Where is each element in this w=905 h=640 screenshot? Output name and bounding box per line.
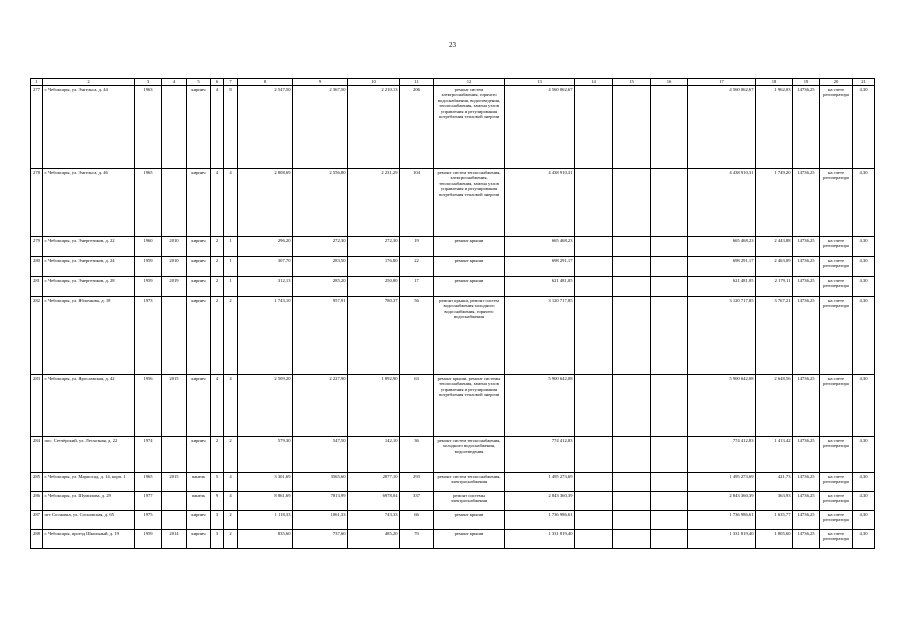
table-row (31, 529, 875, 548)
total-cost-cell: 1 331 819,40 (505, 529, 575, 548)
max-cost-cell: 14736,25 (793, 256, 820, 276)
total-cost-cell: 5 900 642,08 (505, 374, 575, 436)
fund-cell (575, 296, 613, 374)
total-area-cell: 1 743,10 (238, 296, 293, 374)
row-number: 278 (31, 168, 43, 236)
living-area-cell: 7813,99 (293, 491, 348, 510)
entrances-cell: 4 (224, 168, 238, 236)
deadline-cell: 4,30 (853, 276, 875, 296)
living-area-cell: 1061,33 (293, 510, 348, 529)
budget-cell (613, 491, 651, 510)
work-type-cell: ремонт крыши (434, 256, 505, 276)
year-repair-cell: 2015 (162, 374, 187, 436)
total-cost-cell: 621 481,05 (505, 276, 575, 296)
budget-cell (613, 256, 651, 276)
address-cell: г. Чебоксары, ул. Энергетиков, д. 24 (43, 256, 135, 276)
col-header: 19 (793, 79, 820, 86)
row-number: 287 (31, 510, 43, 529)
floors-cell: 2 (211, 256, 224, 276)
address-cell: г. Чебоксары, ул. Шумилова, д. 29 (43, 491, 135, 510)
table-row (31, 296, 875, 374)
owners-funds-cell: 621 481,05 (688, 276, 756, 296)
table-row (31, 510, 875, 529)
entrances-cell: 2 (224, 436, 238, 472)
total-cost-cell: 1 736 986,61 (505, 510, 575, 529)
row-number: 277 (31, 85, 43, 168)
funding-method-cell: на счете регоператора (820, 529, 853, 548)
floors-cell: 2 (211, 236, 224, 256)
deadline-cell: 4,30 (853, 510, 875, 529)
max-cost-cell: 14736,25 (793, 436, 820, 472)
budget-cell (613, 472, 651, 491)
residents-cell: 70 (400, 529, 434, 548)
col-header: 3 (135, 79, 162, 86)
owners-funds-cell: 698 291,17 (688, 256, 756, 276)
fund-cell (575, 374, 613, 436)
funding-method-cell: на счете регоператора (820, 168, 853, 236)
total-cost-cell: 1 495 273,69 (505, 472, 575, 491)
table-row (31, 491, 875, 510)
max-cost-cell: 14736,25 (793, 276, 820, 296)
owned-area-cell: 2 231,29 (348, 168, 400, 236)
wall-material-cell: кирпич (187, 276, 211, 296)
owned-area-cell: 2877,10 (348, 472, 400, 491)
unit-cost-cell: 2 179,11 (756, 276, 793, 296)
work-type-cell: ремонт систем теплоснабжения, холодного водоснабжения, водоотведения (434, 436, 505, 472)
owned-area-cell: 142,10 (348, 436, 400, 472)
fund-cell (575, 510, 613, 529)
residents-cell: 66 (400, 510, 434, 529)
deadline-cell: 4,30 (853, 374, 875, 436)
address-cell: г. Чебоксары, ул. Яблочкова, д. 18 (43, 296, 135, 374)
funding-method-cell: на счете регоператора (820, 472, 853, 491)
max-cost-cell: 14736,25 (793, 529, 820, 548)
budget-cell (613, 276, 651, 296)
fund-cell (575, 472, 613, 491)
work-type-cell: ремонт систем электроснабжения, горячего водоснабжения, водоотведения, теплоснабжения, замена узлов управления и регулирования потребления тепловой энергии (434, 85, 505, 168)
year-built-cell: 1965 (135, 168, 162, 236)
entrances-cell: 2 (224, 510, 238, 529)
year-built-cell: 1956 (135, 374, 162, 436)
owned-area-cell: 2 210,13 (348, 85, 400, 168)
wall-material-cell: кирпич (187, 296, 211, 374)
residents-cell: 56 (400, 296, 434, 374)
year-repair-cell (162, 168, 187, 236)
work-type-cell: ремонт крыши (434, 529, 505, 548)
work-type-cell: ремонт крыши (434, 510, 505, 529)
budget-cell (613, 436, 651, 472)
residents-cell: 293 (400, 472, 434, 491)
local-budget-cell (651, 529, 688, 548)
wall-material-cell: кирпич (187, 168, 211, 236)
row-number: 285 (31, 472, 43, 491)
unit-cost-cell: 421,73 (756, 472, 793, 491)
floors-cell: 4 (211, 374, 224, 436)
year-repair-cell (162, 491, 187, 510)
address-cell: г. Чебоксары, ул. Марпосад, д. 14, корп. 1 (43, 472, 135, 491)
entrances-cell: 2 (224, 529, 238, 548)
owned-area-cell: 743,33 (348, 510, 400, 529)
funding-method-cell: на счете регоператора (820, 436, 853, 472)
year-built-cell: 1965 (135, 472, 162, 491)
budget-cell (613, 529, 651, 548)
local-budget-cell (651, 491, 688, 510)
address-cell: г. Чебоксары, проезд Школьный, д. 19 (43, 529, 135, 548)
fund-cell (575, 276, 613, 296)
living-area-cell: 285,20 (293, 276, 348, 296)
deadline-cell: 4,30 (853, 85, 875, 168)
wall-material-cell: кирпич (187, 529, 211, 548)
living-area-cell: 2 367,50 (293, 85, 348, 168)
year-repair-cell: 2019 (162, 276, 187, 296)
unit-cost-cell: 2 463,09 (756, 256, 793, 276)
total-cost-cell: 698 291,17 (505, 256, 575, 276)
row-number: 283 (31, 374, 43, 436)
table-row (31, 85, 875, 168)
residents-cell: 22 (400, 256, 434, 276)
total-area-cell: 8 861,69 (238, 491, 293, 510)
year-built-cell: 1960 (135, 236, 162, 256)
living-area-cell: 957,91 (293, 296, 348, 374)
owners-funds-cell: 1 495 273,69 (688, 472, 756, 491)
unit-cost-cell: 1 413,42 (756, 436, 793, 472)
owners-funds-cell: 1 331 819,40 (688, 529, 756, 548)
col-header: 14 (575, 79, 613, 86)
deadline-cell: 4,30 (853, 168, 875, 236)
budget-cell (613, 168, 651, 236)
wall-material-cell: кирпич (187, 374, 211, 436)
unit-cost-cell: 3 767,21 (756, 296, 793, 374)
year-built-cell: 1977 (135, 491, 162, 510)
work-type-cell: ремонт системы электроснабжения (434, 491, 505, 510)
owned-area-cell: 250,80 (348, 276, 400, 296)
owned-area-cell: 272,30 (348, 236, 400, 256)
living-area-cell: 737,60 (293, 529, 348, 548)
deadline-cell: 4,30 (853, 256, 875, 276)
register-table (30, 78, 875, 549)
work-type-cell: ремонт крыши, ремонт систем водоснабжения холодного водоснабжения, горячего водоснабжения (434, 296, 505, 374)
year-repair-cell (162, 510, 187, 529)
local-budget-cell (651, 168, 688, 236)
col-header: 6 (211, 79, 224, 86)
wall-material-cell: кирпич (187, 510, 211, 529)
entrances-cell: 2 (224, 296, 238, 374)
col-header: 17 (688, 79, 756, 86)
owned-area-cell: 485,20 (348, 529, 400, 548)
col-header: 10 (348, 79, 400, 86)
year-repair-cell: 2014 (162, 529, 187, 548)
unit-cost-cell: 1 962,03 (756, 85, 793, 168)
living-area-cell: 3565,60 (293, 472, 348, 491)
owners-funds-cell: 665 468,23 (688, 236, 756, 256)
living-area-cell: 547,50 (293, 436, 348, 472)
deadline-cell: 4,30 (853, 529, 875, 548)
wall-material-cell: панель (187, 491, 211, 510)
page-number: 23 (449, 41, 456, 49)
local-budget-cell (651, 296, 688, 374)
col-header: 9 (293, 79, 348, 86)
col-header: 20 (820, 79, 853, 86)
year-built-cell: 1973 (135, 296, 162, 374)
work-type-cell: ремонт крыши, ремонт системы теплоснабжения, замена узлов управления и регулирования потребления тепловой энергии (434, 374, 505, 436)
fund-cell (575, 436, 613, 472)
total-cost-cell: 4 560 062,67 (505, 85, 575, 168)
col-header: 21 (853, 79, 875, 86)
funding-method-cell: на счете регоператора (820, 510, 853, 529)
total-cost-cell: 665 468,23 (505, 236, 575, 256)
max-cost-cell: 14736,25 (793, 236, 820, 256)
residents-cell: 63 (400, 374, 434, 436)
floors-cell: 2 (211, 276, 224, 296)
year-repair-cell (162, 436, 187, 472)
total-area-cell: 296,20 (238, 236, 293, 256)
year-built-cell: 1959 (135, 529, 162, 548)
year-built-cell: 1959 (135, 276, 162, 296)
entrances-cell: 1 (224, 276, 238, 296)
col-header: 1 (31, 79, 43, 86)
total-area-cell: 1 118,33 (238, 510, 293, 529)
funding-method-cell: на счете регоператора (820, 276, 853, 296)
deadline-cell: 4,30 (853, 436, 875, 472)
work-type-cell: ремонт систем теплоснабжения, электроснабжения, теплоснабжения, замена узлов управления и регулирования потребления тепловой энергии (434, 168, 505, 236)
col-header: 15 (613, 79, 651, 86)
col-header: 12 (434, 79, 505, 86)
funding-method-cell: на счете регоператора (820, 85, 853, 168)
address-cell: г. Чебоксары, ул. Энергетиков, д. 22 (43, 236, 135, 256)
total-area-cell: 2 547,50 (238, 85, 293, 168)
floors-cell: 3 (211, 510, 224, 529)
total-cost-cell: 3 120 717,85 (505, 296, 575, 374)
funding-method-cell: на счете регоператора (820, 236, 853, 256)
residents-cell: 337 (400, 491, 434, 510)
work-type-cell: ремонт крыши (434, 236, 505, 256)
budget-cell (613, 85, 651, 168)
budget-cell (613, 236, 651, 256)
year-repair-cell: 2010 (162, 236, 187, 256)
row-number: 286 (31, 491, 43, 510)
entrances-cell: 4 (224, 472, 238, 491)
funding-method-cell: на счете регоператора (820, 491, 853, 510)
owners-funds-cell: 774 412,83 (688, 436, 756, 472)
owners-funds-cell: 3 120 717,85 (688, 296, 756, 374)
row-number: 282 (31, 296, 43, 374)
table-row (31, 374, 875, 436)
deadline-cell: 4,30 (853, 491, 875, 510)
row-number: 288 (31, 529, 43, 548)
total-area-cell: 312,13 (238, 276, 293, 296)
year-built-cell: 1975 (135, 510, 162, 529)
table-row (31, 436, 875, 472)
entrances-cell: 4 (224, 374, 238, 436)
funding-method-cell: на счете регоператора (820, 374, 853, 436)
max-cost-cell: 14736,25 (793, 296, 820, 374)
unit-cost-cell: 363,93 (756, 491, 793, 510)
year-built-cell: 1974 (135, 436, 162, 472)
residents-cell: 206 (400, 85, 434, 168)
address-cell: г. Чебоксары, ул. Энергетиков, д. 28 (43, 276, 135, 296)
local-budget-cell (651, 436, 688, 472)
floors-cell: 2 (211, 436, 224, 472)
fund-cell (575, 256, 613, 276)
living-area-cell: 283,50 (293, 256, 348, 276)
col-header: 13 (505, 79, 575, 86)
floors-cell: 4 (211, 168, 224, 236)
work-type-cell: ремонт систем теплоснабжения, электроснабжения (434, 472, 505, 491)
local-budget-cell (651, 472, 688, 491)
total-cost-cell: 2 843 360,39 (505, 491, 575, 510)
owned-area-cell: 6978,04 (348, 491, 400, 510)
wall-material-cell: кирпич (187, 85, 211, 168)
budget-cell (613, 374, 651, 436)
year-repair-cell: 2010 (162, 256, 187, 276)
total-area-cell: 307,70 (238, 256, 293, 276)
unit-cost-cell: 2 443,88 (756, 236, 793, 256)
address-cell: пгт Сосновка, ул. Сосновская, д. 65 (43, 510, 135, 529)
max-cost-cell: 14736,25 (793, 472, 820, 491)
owners-funds-cell: 1 736 986,61 (688, 510, 756, 529)
budget-cell (613, 510, 651, 529)
entrances-cell: 1 (224, 256, 238, 276)
entrances-cell: 1 (224, 236, 238, 256)
fund-cell (575, 236, 613, 256)
wall-material-cell: панель (187, 472, 211, 491)
owned-area-cell: 1 892,90 (348, 374, 400, 436)
max-cost-cell: 14736,25 (793, 85, 820, 168)
local-budget-cell (651, 374, 688, 436)
budget-cell (613, 296, 651, 374)
residents-cell: 104 (400, 168, 434, 236)
max-cost-cell: 14736,25 (793, 510, 820, 529)
owners-funds-cell: 2 843 360,39 (688, 491, 756, 510)
unit-cost-cell: 1 635,77 (756, 510, 793, 529)
total-area-cell: 2 509,20 (238, 374, 293, 436)
wall-material-cell: кирпич (187, 256, 211, 276)
owned-area-cell: 780,37 (348, 296, 400, 374)
floors-cell: 9 (211, 491, 224, 510)
owned-area-cell: 176,80 (348, 256, 400, 276)
row-number: 281 (31, 276, 43, 296)
max-cost-cell: 14736,25 (793, 491, 820, 510)
total-area-cell: 835,60 (238, 529, 293, 548)
col-header: 2 (43, 79, 135, 86)
fund-cell (575, 529, 613, 548)
residents-cell: 17 (400, 276, 434, 296)
local-budget-cell (651, 256, 688, 276)
address-cell: г. Чебоксары, ул. Энгельса, д. 46 (43, 168, 135, 236)
local-budget-cell (651, 236, 688, 256)
local-budget-cell (651, 85, 688, 168)
wall-material-cell: кирпич (187, 236, 211, 256)
owners-funds-cell: 4 560 062,67 (688, 85, 756, 168)
col-header: 18 (756, 79, 793, 86)
deadline-cell: 4,30 (853, 296, 875, 374)
floors-cell: 3 (211, 529, 224, 548)
table-row (31, 168, 875, 236)
deadline-cell: 4,30 (853, 236, 875, 256)
year-built-cell: 1959 (135, 256, 162, 276)
floors-cell: 5 (211, 472, 224, 491)
owners-funds-cell: 5 900 642,08 (688, 374, 756, 436)
owners-funds-cell: 4 438 910,31 (688, 168, 756, 236)
total-area-cell: 579,30 (238, 436, 293, 472)
year-repair-cell (162, 85, 187, 168)
col-header: 8 (238, 79, 293, 86)
row-number: 284 (31, 436, 43, 472)
total-cost-cell: 774 412,83 (505, 436, 575, 472)
address-cell: г. Чебоксары, ул. Ярославская, д. 42 (43, 374, 135, 436)
address-cell: г. Чебоксары, ул. Энгельса, д. 44 (43, 85, 135, 168)
table-row (31, 276, 875, 296)
unit-cost-cell: 2 648,56 (756, 374, 793, 436)
total-area-cell: 2 808,69 (238, 168, 293, 236)
local-budget-cell (651, 510, 688, 529)
year-built-cell: 1963 (135, 85, 162, 168)
table-row (31, 472, 875, 491)
col-header: 7 (224, 79, 238, 86)
year-repair-cell (162, 296, 187, 374)
fund-cell (575, 168, 613, 236)
max-cost-cell: 14736,25 (793, 374, 820, 436)
funding-method-cell: на счете регоператора (820, 296, 853, 374)
unit-cost-cell: 1 749,20 (756, 168, 793, 236)
max-cost-cell: 14736,25 (793, 168, 820, 236)
table-row (31, 256, 875, 276)
address-cell: пос. Сетчёрский, ул. Лесхозная, д. 22 (43, 436, 135, 472)
table-row (31, 236, 875, 256)
floors-cell: 4 (211, 85, 224, 168)
floors-cell: 2 (211, 296, 224, 374)
year-repair-cell: 2015 (162, 472, 187, 491)
living-area-cell: 272,30 (293, 236, 348, 256)
row-number: 279 (31, 236, 43, 256)
local-budget-cell (651, 276, 688, 296)
wall-material-cell: кирпич (187, 436, 211, 472)
residents-cell: 36 (400, 436, 434, 472)
total-area-cell: 3 301,69 (238, 472, 293, 491)
work-type-cell: ремонт крыши (434, 276, 505, 296)
fund-cell (575, 491, 613, 510)
row-number: 280 (31, 256, 43, 276)
col-header: 5 (187, 79, 211, 86)
col-header: 16 (651, 79, 688, 86)
entrances-cell: 4 (224, 491, 238, 510)
unit-cost-cell: 1 805,60 (756, 529, 793, 548)
living-area-cell: 2 556,80 (293, 168, 348, 236)
deadline-cell: 4,30 (853, 472, 875, 491)
entrances-cell: 8 (224, 85, 238, 168)
residents-cell: 19 (400, 236, 434, 256)
total-cost-cell: 4 438 910,31 (505, 168, 575, 236)
fund-cell (575, 85, 613, 168)
col-header: 4 (162, 79, 187, 86)
col-header: 11 (400, 79, 434, 86)
living-area-cell: 2 227,90 (293, 374, 348, 436)
funding-method-cell: на счете регоператора (820, 256, 853, 276)
